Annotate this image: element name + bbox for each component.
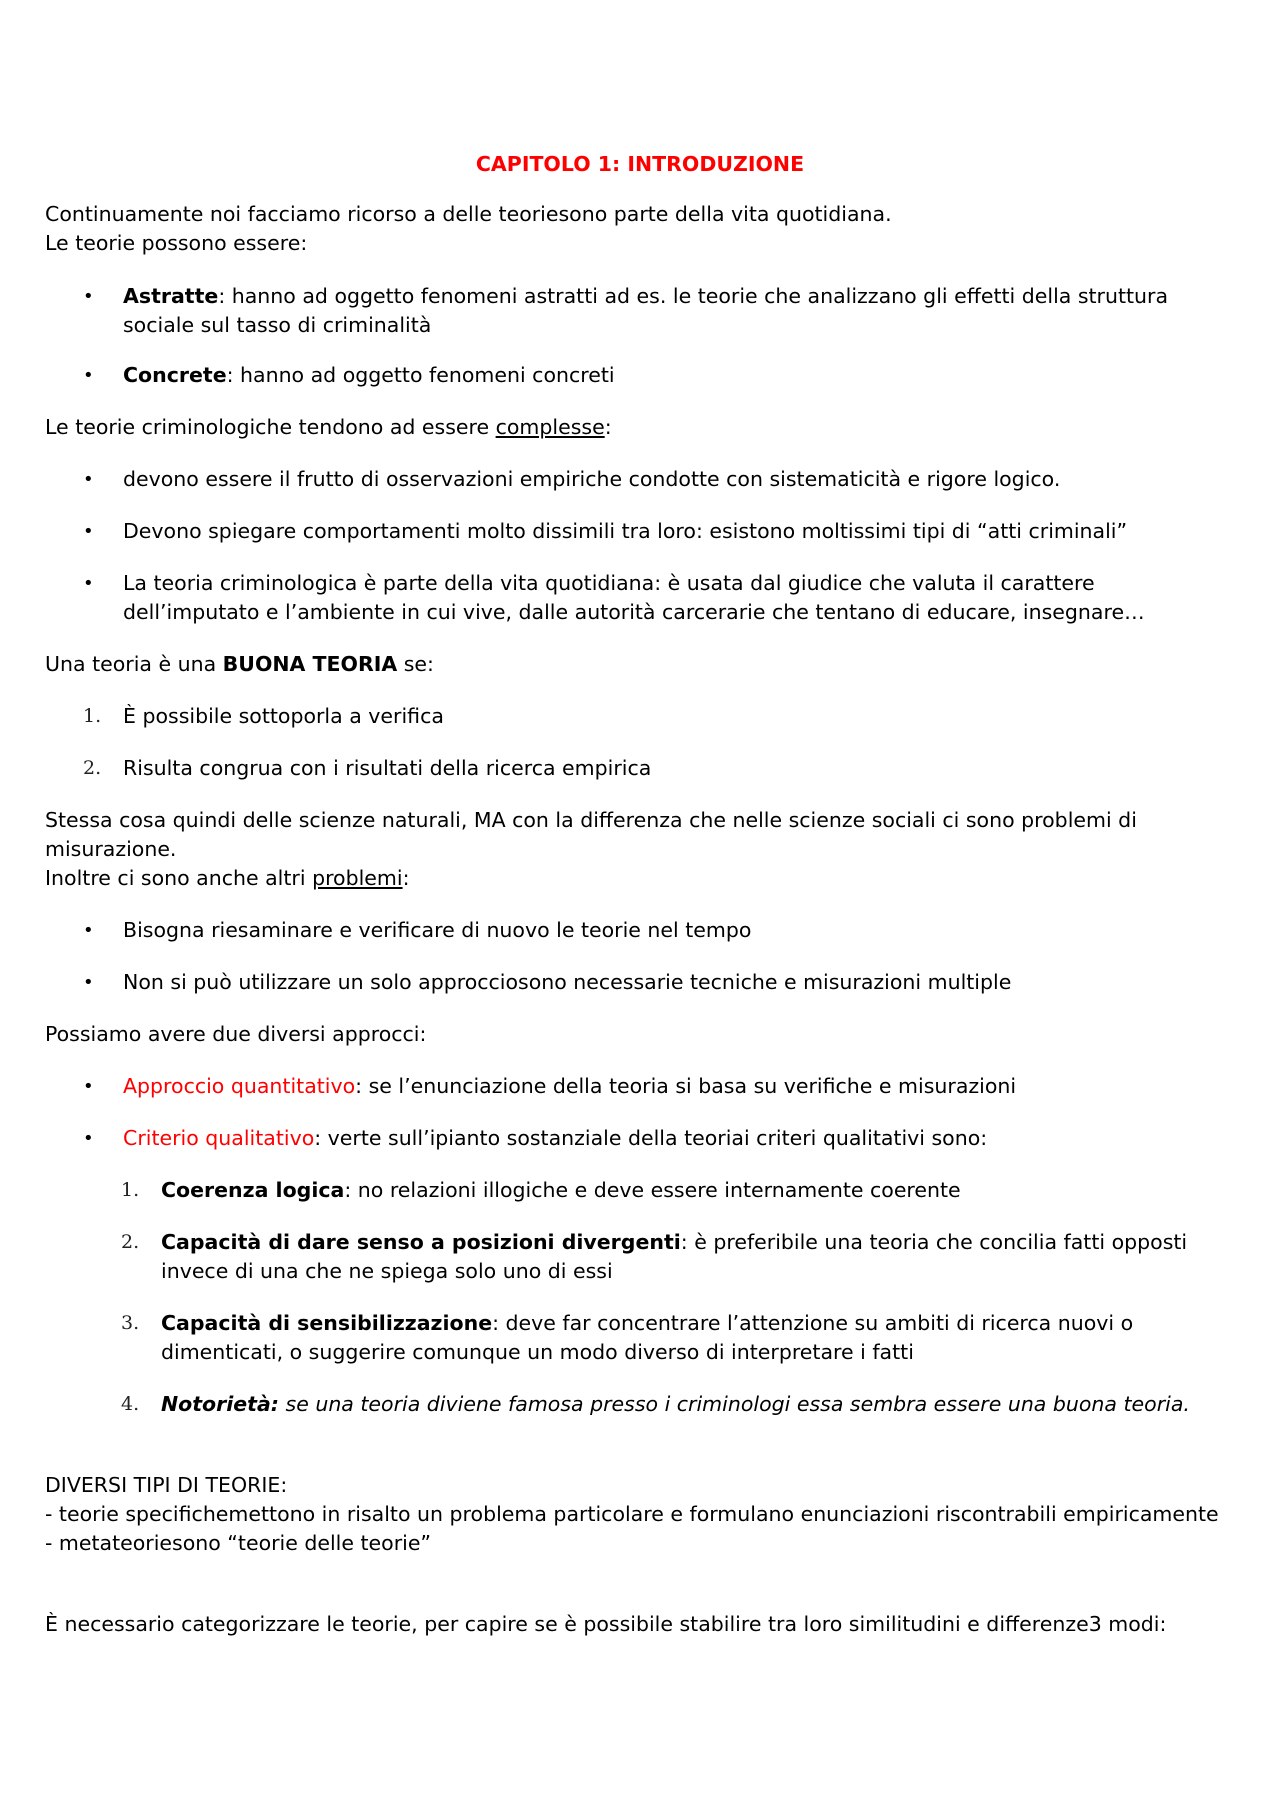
criterion-term: Capacità di dare senso a posizioni divergenti bbox=[161, 1230, 681, 1254]
bullet-icon: • bbox=[83, 365, 94, 386]
complesse-underlined: complesse bbox=[495, 415, 605, 439]
same-text: Stessa cosa quindi delle scienze naturali, MA con la differenza che nelle scienze sociali ci sono problemi di misurazione. bbox=[45, 808, 1137, 861]
complex-paragraph bbox=[45, 413, 1235, 442]
list-item-concrete bbox=[83, 361, 1233, 390]
criterion-text: se una teoria diviene famosa presso i criminologi essa sembra essere una buona teoria. bbox=[279, 1392, 1190, 1416]
chapter-title: CAPITOLO 1: INTRODUZIONE bbox=[475, 152, 805, 176]
approach-term-red: Criterio qualitativo bbox=[123, 1126, 315, 1150]
item-number: 2. bbox=[121, 1231, 140, 1253]
term-astratte: Astratte bbox=[123, 284, 219, 308]
numbered-item-1 bbox=[83, 702, 1233, 731]
complex-item-text: devono essere il frutto di osservazioni empiriche condotte con sistematicità e rigore logico. bbox=[123, 467, 1061, 491]
list-item-astratte bbox=[83, 282, 1233, 340]
criterion-item-3 bbox=[121, 1309, 1221, 1367]
bullet-icon: • bbox=[83, 972, 94, 993]
approach-term-red: Approccio quantitativo bbox=[123, 1074, 356, 1098]
list-item-problem-2 bbox=[83, 968, 1233, 997]
problemi-underlined: problemi bbox=[312, 866, 403, 890]
item-number: 1. bbox=[83, 705, 102, 727]
good-theory-paragraph bbox=[45, 650, 1235, 679]
good-theory-bold: BUONA TEORIA bbox=[222, 652, 398, 676]
item-number: 4. bbox=[121, 1393, 140, 1415]
text-astratte: : hanno ad oggetto fenomeni astratti ad es. le teorie che analizzano gli effetti della struttura sociale sul tasso di criminalità bbox=[123, 284, 1169, 337]
item-number: 2. bbox=[83, 757, 102, 779]
same-paragraph bbox=[45, 806, 1235, 893]
criterion-item-2 bbox=[121, 1228, 1221, 1286]
criterion-text: : no relazioni illogiche e deve essere internamente coerente bbox=[344, 1178, 961, 1202]
intro-line-2: Le teorie possono essere: bbox=[45, 231, 308, 255]
approach-text: : se l’enunciazione della teoria si basa su verifiche e misurazioni bbox=[355, 1074, 1017, 1098]
problem-item-text: Bisogna riesaminare e verificare di nuovo le teorie nel tempo bbox=[123, 918, 752, 942]
list-item-complex-1 bbox=[83, 465, 1233, 494]
criterion-term: Capacità di sensibilizzazione bbox=[161, 1311, 493, 1335]
criterion-term: Notorietà: bbox=[161, 1392, 279, 1416]
term-concrete: Concrete bbox=[123, 363, 227, 387]
types-line-2: - metateoriesono “teorie delle teorie” bbox=[45, 1531, 432, 1555]
bullet-icon: • bbox=[83, 573, 94, 594]
problem-item-text: Non si può utilizzare un solo approcciosono necessarie tecniche e misurazioni multiple bbox=[123, 970, 1012, 994]
list-item-problem-1 bbox=[83, 916, 1233, 945]
final-paragraph: È necessario categorizzare le teorie, per capire se è possibile stabilire tra loro similitudini e differenze3 modi: bbox=[45, 1612, 1167, 1636]
list-item-complex-3 bbox=[83, 569, 1233, 627]
complex-suffix: : bbox=[604, 415, 612, 439]
types-heading: DIVERSI TIPI DI TEORIE: bbox=[45, 1473, 288, 1497]
criterion-text: : deve far concentrare l’attenzione su ambiti di ricerca nuovi o dimenticati, o suggerire comunque un modo diverso di interpretare i fatti bbox=[161, 1311, 1134, 1364]
bullet-icon: • bbox=[83, 469, 94, 490]
complex-prefix: Le teorie criminologiche tendono ad essere bbox=[45, 415, 496, 439]
good-prefix: Una teoria è una bbox=[45, 652, 223, 676]
list-item-approach-quantitative bbox=[83, 1072, 1233, 1101]
numbered-item-text: Risulta congrua con i risultati della ricerca empirica bbox=[123, 756, 652, 780]
intro-paragraph bbox=[45, 200, 1235, 258]
bullet-icon: • bbox=[83, 920, 94, 941]
good-suffix: se: bbox=[397, 652, 434, 676]
bullet-icon: • bbox=[83, 1076, 94, 1097]
list-item-complex-2 bbox=[83, 517, 1233, 546]
bullet-icon: • bbox=[83, 286, 94, 307]
approach-text: : verte sull’ipianto sostanziale della teoriai criteri qualitativi sono: bbox=[314, 1126, 988, 1150]
criterion-item-1 bbox=[121, 1176, 1221, 1205]
criterion-text: : è preferibile una teoria che concilia fatti opposti invece di una che ne spiega solo uno di essi bbox=[161, 1230, 1188, 1283]
bullet-icon: • bbox=[83, 1128, 94, 1149]
complex-item-text: Devono spiegare comportamenti molto dissimili tra loro: esistono moltissimi tipi di “atti criminali” bbox=[123, 519, 1128, 543]
numbered-item-text: È possibile sottoporla a verifica bbox=[123, 704, 444, 728]
problems-suffix: : bbox=[402, 866, 410, 890]
approaches-intro: Possiamo avere due diversi approcci: bbox=[45, 1022, 427, 1046]
criterion-term: Coerenza logica bbox=[161, 1178, 345, 1202]
problems-prefix: Inoltre ci sono anche altri bbox=[45, 866, 313, 890]
bullet-icon: • bbox=[83, 521, 94, 542]
intro-line-1: Continuamente noi facciamo ricorso a delle teoriesono parte della vita quotidiana. bbox=[45, 202, 892, 226]
text-concrete: : hanno ad oggetto fenomeni concreti bbox=[226, 363, 615, 387]
types-section bbox=[45, 1471, 1235, 1558]
list-item-approach-qualitative bbox=[83, 1124, 1233, 1153]
numbered-item-2 bbox=[83, 754, 1233, 783]
complex-item-text: La teoria criminologica è parte della vita quotidiana: è usata dal giudice che valuta il carattere dell’imputato e l’ambiente in cui vive, dalle autorità carcerarie che tentano di educare, insegnare… bbox=[123, 571, 1145, 624]
item-number: 1. bbox=[121, 1179, 140, 1201]
criterion-item-4 bbox=[121, 1390, 1221, 1419]
item-number: 3. bbox=[121, 1312, 140, 1334]
types-line-1: - teorie specifichemettono in risalto un problema particolare e formulano enunciazioni riscontrabili empiricamente bbox=[45, 1502, 1219, 1526]
